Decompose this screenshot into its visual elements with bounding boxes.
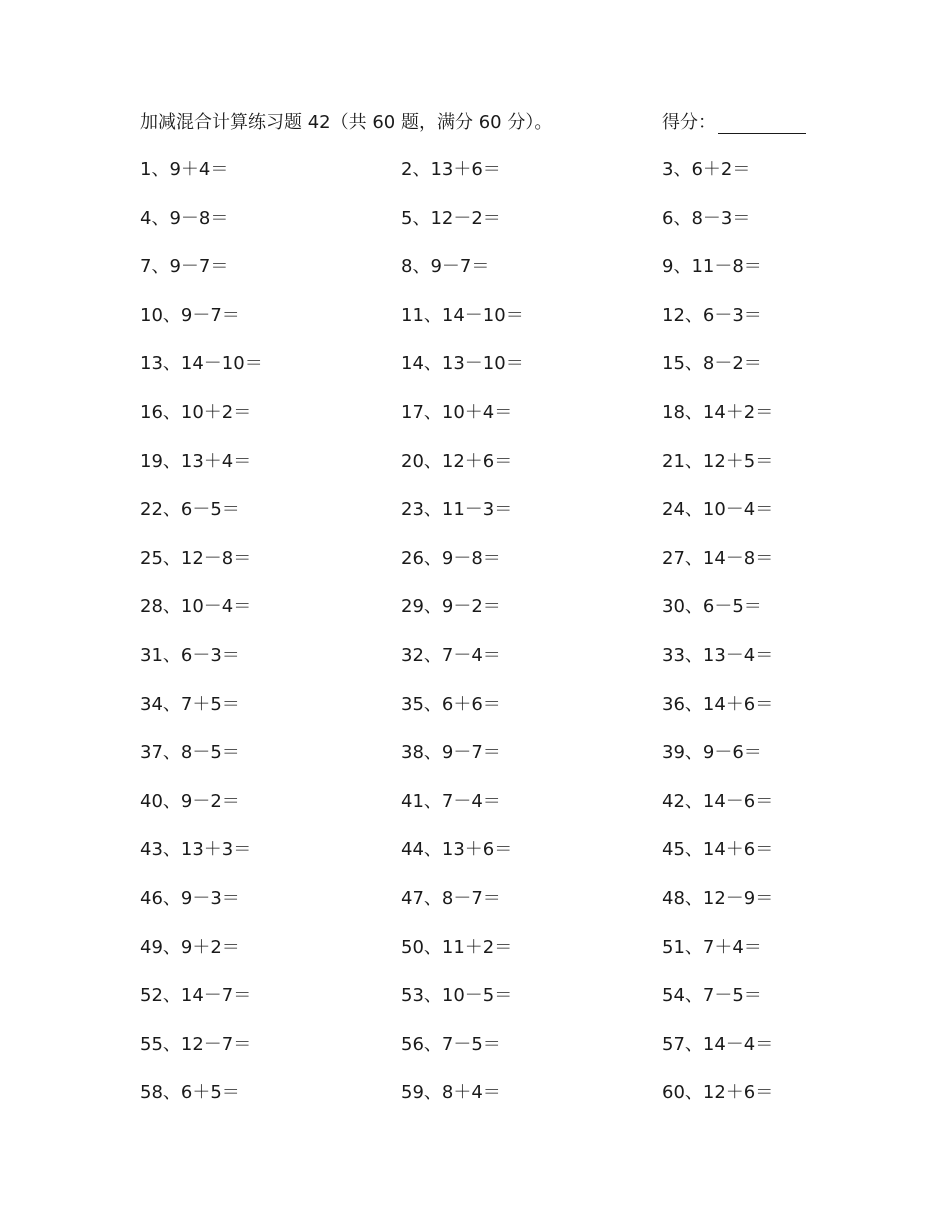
problem-item: 58、6＋5＝ xyxy=(140,1082,240,1104)
problem-item: 10、9－7＝ xyxy=(140,304,240,326)
problem-item: 19、13＋4＝ xyxy=(140,450,252,472)
problem-item: 45、14＋6＝ xyxy=(662,839,774,861)
problem-item: 22、6－5＝ xyxy=(140,499,240,521)
problem-item: 31、6－3＝ xyxy=(140,644,240,666)
problem-item: 24、10－4＝ xyxy=(662,499,774,521)
problem-item: 12、6－3＝ xyxy=(662,304,762,326)
problem-item: 41、7－4＝ xyxy=(401,790,501,812)
problem-item: 29、9－2＝ xyxy=(401,596,501,618)
problem-item: 57、14－4＝ xyxy=(662,1033,774,1055)
problem-item: 7、9－7＝ xyxy=(140,256,229,278)
problem-grid xyxy=(140,157,862,1129)
problem-item: 9、11－8＝ xyxy=(662,256,762,278)
problem-item: 49、9＋2＝ xyxy=(140,936,240,958)
problem-item: 15、8－2＝ xyxy=(662,353,762,375)
problem-item: 13、14－10＝ xyxy=(140,353,263,375)
problem-item: 1、9＋4＝ xyxy=(140,159,229,180)
problem-item: 46、9－3＝ xyxy=(140,887,240,909)
problem-item: 43、13＋3＝ xyxy=(140,839,252,861)
problem-item: 14、13－10＝ xyxy=(401,353,524,375)
problem-item: 18、14＋2＝ xyxy=(662,401,774,423)
problem-item: 40、9－2＝ xyxy=(140,790,240,812)
problem-item: 27、14－8＝ xyxy=(662,547,774,569)
score-field xyxy=(662,108,806,134)
problem-item: 33、13－4＝ xyxy=(662,644,774,666)
problem-item: 37、8－5＝ xyxy=(140,742,240,764)
problem-item: 20、12＋6＝ xyxy=(401,450,513,472)
problem-item: 23、11－3＝ xyxy=(401,499,513,521)
worksheet-title: 加减混合计算练习题 42（共 60 题，满分 60 分）。 xyxy=(140,112,553,133)
problem-item: 39、9－6＝ xyxy=(662,742,762,764)
problem-item: 53、10－5＝ xyxy=(401,985,513,1007)
problem-item: 5、12－2＝ xyxy=(401,207,501,229)
problem-item: 56、7－5＝ xyxy=(401,1033,501,1055)
problem-item: 38、9－7＝ xyxy=(401,742,501,764)
problem-item: 60、12＋6＝ xyxy=(662,1082,774,1104)
problem-item: 51、7＋4＝ xyxy=(662,936,762,958)
problem-item: 26、9－8＝ xyxy=(401,547,501,569)
problem-item: 52、14－7＝ xyxy=(140,985,252,1007)
problem-item: 42、14－6＝ xyxy=(662,790,774,812)
problem-item: 2、13＋6＝ xyxy=(401,159,501,180)
problem-item: 48、12－9＝ xyxy=(662,887,774,909)
problem-item: 3、6＋2＝ xyxy=(662,159,751,180)
problem-item: 54、7－5＝ xyxy=(662,985,762,1007)
problem-item: 11、14－10＝ xyxy=(401,304,524,326)
problem-item: 6、8－3＝ xyxy=(662,207,751,229)
score-label: 得分： xyxy=(662,112,716,133)
problem-item: 28、10－4＝ xyxy=(140,596,252,618)
problem-item: 32、7－4＝ xyxy=(401,644,501,666)
problem-item: 4、9－8＝ xyxy=(140,207,229,229)
problem-item: 44、13＋6＝ xyxy=(401,839,513,861)
problem-item: 50、11＋2＝ xyxy=(401,936,513,958)
problem-item: 25、12－8＝ xyxy=(140,547,252,569)
problem-item: 36、14＋6＝ xyxy=(662,693,774,715)
problem-item: 30、6－5＝ xyxy=(662,596,762,618)
problem-item: 8、9－7＝ xyxy=(401,256,490,278)
problem-item: 59、8＋4＝ xyxy=(401,1082,501,1104)
problem-item: 55、12－7＝ xyxy=(140,1033,252,1055)
problem-item: 16、10＋2＝ xyxy=(140,401,252,423)
problem-item: 34、7＋5＝ xyxy=(140,693,240,715)
problem-item: 47、8－7＝ xyxy=(401,887,501,909)
score-blank[interactable] xyxy=(718,113,806,134)
problem-item: 17、10＋4＝ xyxy=(401,401,513,423)
problem-item: 35、6＋6＝ xyxy=(401,693,501,715)
problem-item: 21、12＋5＝ xyxy=(662,450,774,472)
